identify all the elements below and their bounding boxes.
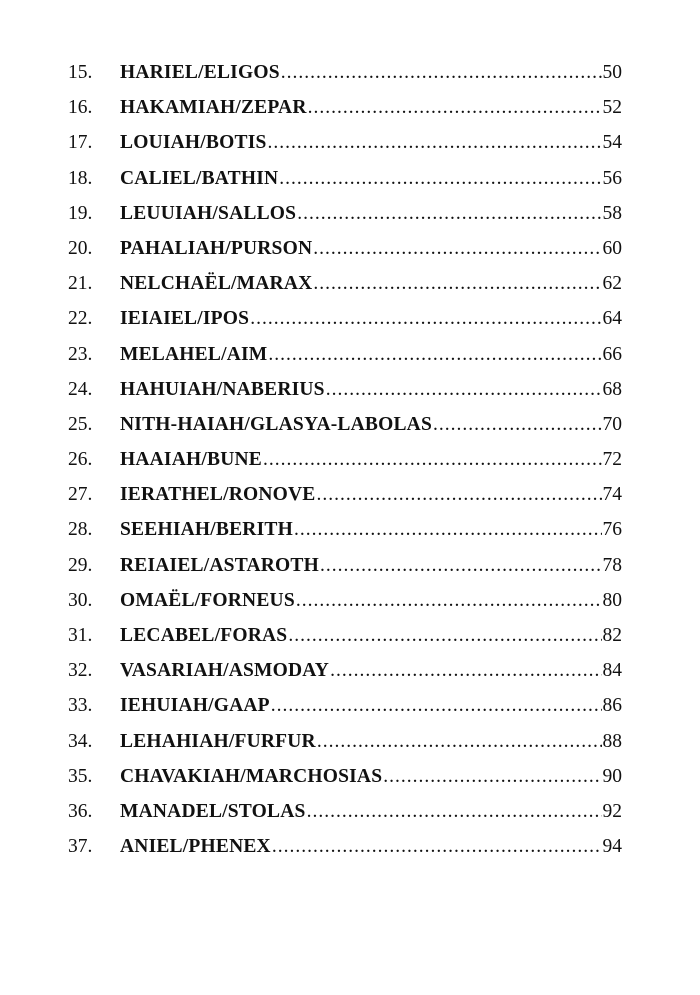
entry-title: HAAIAH/BUNE: [120, 449, 262, 471]
entry-title: ANIEL/PHENEX: [120, 836, 271, 858]
entry-number: 25.: [68, 413, 93, 435]
entry-title: REIAIEL/ASTAROTH: [120, 554, 319, 576]
entry-title: LEUUIAH/SALLOS: [120, 202, 297, 224]
dot-leader: [297, 196, 601, 231]
entry-page: 52: [602, 97, 622, 119]
entry-title: CALIEL/BATHIN: [120, 167, 279, 189]
toc-entry: [68, 442, 622, 477]
toc-entry: [68, 231, 622, 266]
entry-title: IEHUIAH/GAAP: [120, 695, 270, 717]
dot-leader: [268, 337, 601, 372]
entry-page: 80: [602, 589, 622, 611]
entry-page: 68: [602, 378, 622, 400]
toc-entry: [68, 794, 622, 829]
toc-entry: [68, 125, 622, 160]
entry-page: 88: [602, 730, 622, 752]
entry-number: 24.: [68, 378, 93, 400]
entry-title: LEHAHIAH/FURFUR: [120, 730, 316, 752]
entry-page: 62: [602, 273, 622, 295]
entry-number: 15.: [68, 62, 93, 83]
dot-leader: [250, 301, 601, 336]
entry-page: 54: [602, 132, 622, 154]
entry-title: IERATHEL/RONOVE: [120, 484, 316, 506]
toc-entry: [68, 161, 622, 196]
entry-page: 78: [602, 554, 622, 576]
toc-entry: [68, 55, 622, 90]
toc-entry: [68, 688, 622, 723]
dot-leader: [288, 618, 601, 653]
entry-title: MANADEL/STOLAS: [120, 800, 306, 822]
entry-number: 36.: [68, 800, 93, 822]
entry-number: 34.: [68, 730, 93, 752]
toc-entry: [68, 548, 622, 583]
dot-leader: [281, 55, 602, 90]
toc-entry: [68, 583, 622, 618]
entry-number: 22.: [68, 308, 93, 330]
entry-title: SEEHIAH/BERITH: [120, 519, 293, 541]
dot-leader: [326, 372, 602, 407]
entry-number: 20.: [68, 237, 93, 259]
entry-number: 30.: [68, 589, 93, 611]
toc-entry: [68, 829, 622, 864]
entry-page: 56: [602, 167, 622, 189]
dot-leader: [271, 688, 602, 723]
entry-page: 66: [602, 343, 622, 365]
entry-number: 28.: [68, 519, 93, 541]
toc-entry: [68, 653, 622, 688]
toc-entry: [68, 266, 622, 301]
entry-title: LECABEL/FORAS: [120, 625, 288, 646]
dot-leader: [433, 407, 601, 442]
entry-page: 50: [602, 62, 622, 83]
entry-page: 64: [602, 308, 622, 330]
dot-leader: [272, 829, 602, 864]
dot-leader: [307, 794, 602, 829]
toc-entry: [68, 618, 622, 653]
dot-leader: [294, 512, 602, 547]
entry-page: 82: [602, 625, 622, 646]
entry-page: 86: [602, 695, 622, 717]
entry-number: 33.: [68, 695, 93, 717]
entry-number: 19.: [68, 202, 93, 224]
toc-entry: [68, 724, 622, 759]
entry-page: 60: [602, 237, 622, 259]
entry-page: 74: [602, 484, 622, 506]
entry-number: 37.: [68, 836, 93, 858]
dot-leader: [308, 90, 602, 125]
entry-title: NITH-HAIAH/GLASYA-LABOLAS: [120, 413, 433, 435]
toc-entry: [68, 337, 622, 372]
entry-title: NELCHAËL/MARAX: [120, 273, 313, 295]
dot-leader: [330, 653, 601, 688]
toc-entry: [68, 407, 622, 442]
entry-page: 92: [602, 800, 622, 822]
entry-number: 26.: [68, 449, 93, 471]
toc-entry: [68, 512, 622, 547]
dot-leader: [317, 724, 602, 759]
entry-number: 29.: [68, 554, 93, 576]
dot-leader: [320, 548, 602, 583]
entry-title: HARIEL/ELIGOS: [120, 62, 280, 83]
entry-number: 16.: [68, 97, 93, 119]
dot-leader: [317, 477, 602, 512]
entry-number: 21.: [68, 273, 93, 295]
entry-number: 18.: [68, 167, 93, 189]
entry-number: 35.: [68, 765, 93, 787]
dot-leader: [383, 759, 601, 794]
entry-title: LOUIAH/BOTIS: [120, 132, 267, 154]
dot-leader: [279, 161, 601, 196]
entry-page: 76: [602, 519, 622, 541]
dot-leader: [296, 583, 602, 618]
toc-entry: [68, 90, 622, 125]
entry-number: 17.: [68, 132, 93, 154]
entry-title: VASARIAH/ASMODAY: [120, 660, 330, 682]
entry-title: HAKAMIAH/ZEPAR: [120, 97, 307, 119]
entry-page: 72: [602, 449, 622, 471]
dot-leader: [313, 266, 601, 301]
entry-page: 70: [602, 413, 622, 435]
table-of-contents: [68, 55, 622, 864]
dot-leader: [263, 442, 602, 477]
entry-page: 84: [602, 660, 622, 682]
toc-entry: [68, 759, 622, 794]
toc-entry: [68, 372, 622, 407]
entry-title: MELAHEL/AIM: [120, 343, 268, 365]
entry-page: 90: [602, 765, 622, 787]
entry-title: HAHUIAH/NABERIUS: [120, 378, 325, 400]
entry-number: 23.: [68, 343, 93, 365]
toc-entry: [68, 301, 622, 336]
entry-number: 32.: [68, 660, 93, 682]
entry-page: 58: [602, 202, 622, 224]
entry-title: PAHALIAH/PURSON: [120, 237, 313, 259]
toc-entry: [68, 196, 622, 231]
dot-leader: [268, 125, 602, 160]
entry-number: 27.: [68, 484, 93, 506]
entry-title: IEIAIEL/IPOS: [120, 308, 250, 330]
toc-entry: [68, 477, 622, 512]
entry-number: 31.: [68, 625, 93, 646]
dot-leader: [313, 231, 601, 266]
entry-title: CHAVAKIAH/MARCHOSIAS: [120, 765, 383, 787]
entry-title: OMAËL/FORNEUS: [120, 589, 295, 611]
entry-page: 94: [602, 836, 622, 858]
